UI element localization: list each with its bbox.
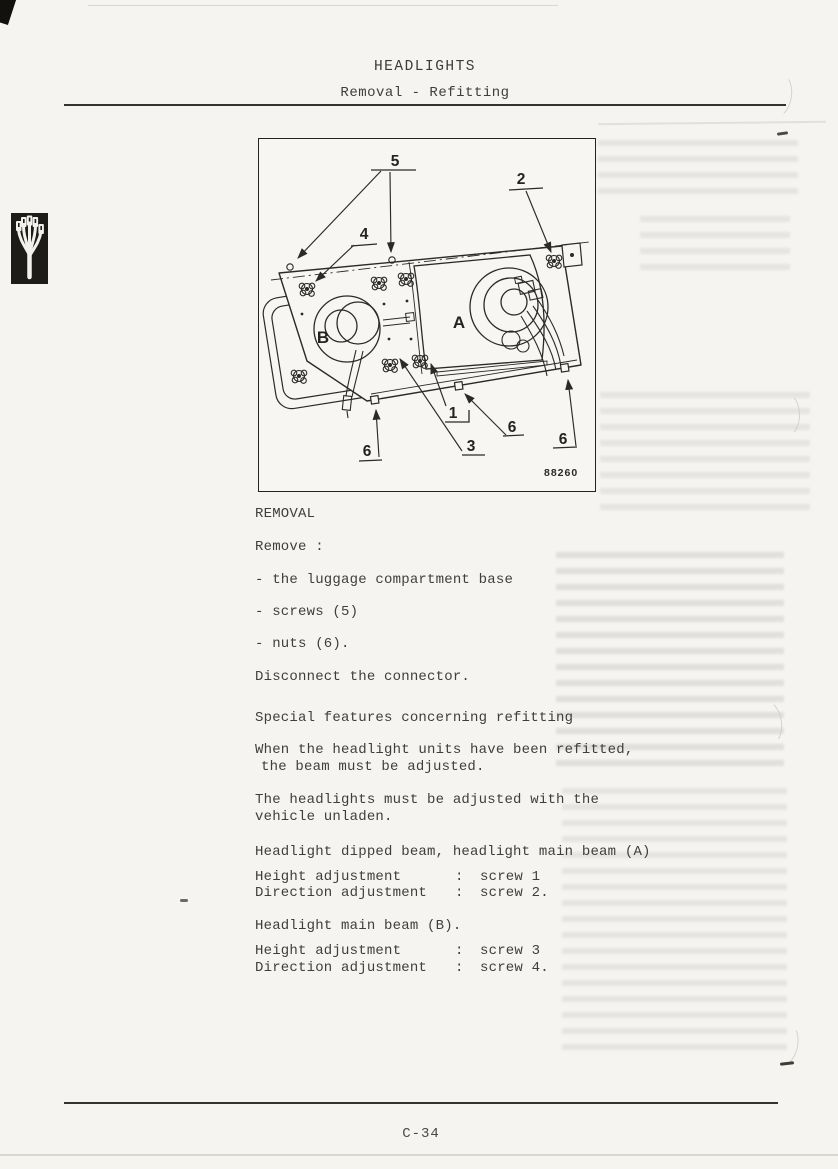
adjustment-b-heading: Headlight main beam (B). — [255, 918, 462, 934]
scan-bottom-edge-line — [0, 1154, 838, 1156]
adjustment-row — [255, 943, 540, 959]
adjustment-a-heading: Headlight dipped beam, headlight main beam (A) — [255, 844, 651, 860]
adjustment-label: Direction adjustment — [255, 960, 428, 976]
adjustment-value: screw 3 — [480, 943, 541, 959]
adjustment-colon: : — [455, 960, 464, 976]
page-subtitle: Removal - Refitting — [340, 85, 510, 101]
adjustment-colon: : — [455, 885, 464, 901]
adjustment-value: screw 1 — [480, 869, 541, 885]
adjustment-value: screw 2. — [480, 885, 549, 901]
callout-4-label: 4 — [359, 226, 369, 243]
refitting-para1-line1: When the headlight units have been refitted, — [255, 742, 634, 758]
scan-bleed-rule — [598, 121, 826, 125]
refitting-para1-line2: the beam must be adjusted. — [261, 759, 485, 775]
callout-6-label: 6 — [362, 443, 372, 460]
page-footer — [64, 1124, 778, 1142]
removal-item: - nuts (6). — [255, 636, 350, 652]
footer-rule — [64, 1102, 778, 1104]
lamp-a-label: A — [452, 313, 466, 332]
ghost-text-bleed — [598, 140, 798, 198]
removal-item: - screws (5) — [255, 604, 359, 620]
callout-5-label: 5 — [390, 153, 400, 170]
scan-corner-mark — [0, 0, 17, 25]
refitting-heading: Special features concerning refitting — [255, 710, 574, 726]
wiring-harness-icon — [11, 213, 48, 284]
removal-intro: Remove : — [255, 539, 324, 555]
adjustment-label: Height adjustment — [255, 943, 402, 959]
adjustment-value: screw 4. — [480, 960, 549, 976]
adjustment-label: Direction adjustment — [255, 885, 428, 901]
ghost-text-bleed — [562, 788, 787, 1058]
callout-6-label: 6 — [558, 431, 568, 448]
lamp-b-label: B — [316, 328, 330, 347]
body-screw — [291, 370, 307, 383]
adjustment-colon: : — [455, 869, 464, 885]
page-curl-mark — [770, 392, 800, 438]
callout-3-label: 3 — [466, 438, 476, 455]
ghost-text-bleed — [640, 216, 790, 276]
callout-1-label: 1 — [448, 405, 458, 422]
adjustment-row — [255, 960, 549, 976]
adjustment-label: Height adjustment — [255, 869, 402, 885]
refitting-para2-line1: The headlights must be adjusted with the — [255, 792, 600, 808]
page-number: C-34 — [402, 1126, 440, 1142]
scan-top-edge-line — [88, 5, 558, 6]
headlight-assembly-figure — [258, 138, 596, 492]
removal-heading: REMOVAL — [255, 506, 316, 522]
adjustment-row — [255, 885, 549, 901]
adjustment-colon: : — [455, 943, 464, 959]
scan-smudge — [180, 899, 188, 902]
adjustment-row — [255, 869, 540, 885]
figure-ref-number: 88260 — [544, 467, 579, 479]
removal-note: Disconnect the connector. — [255, 669, 471, 685]
callout-2-label: 2 — [516, 171, 526, 188]
page-title: HEADLIGHTS — [373, 59, 476, 75]
ghost-text-bleed — [556, 552, 784, 767]
header-rule — [64, 104, 786, 106]
refitting-para2-line2: vehicle unladen. — [255, 809, 393, 825]
callout-6-label: 6 — [507, 419, 517, 436]
removal-item: - the luggage compartment base — [255, 572, 514, 588]
scan-smudge — [777, 131, 788, 136]
